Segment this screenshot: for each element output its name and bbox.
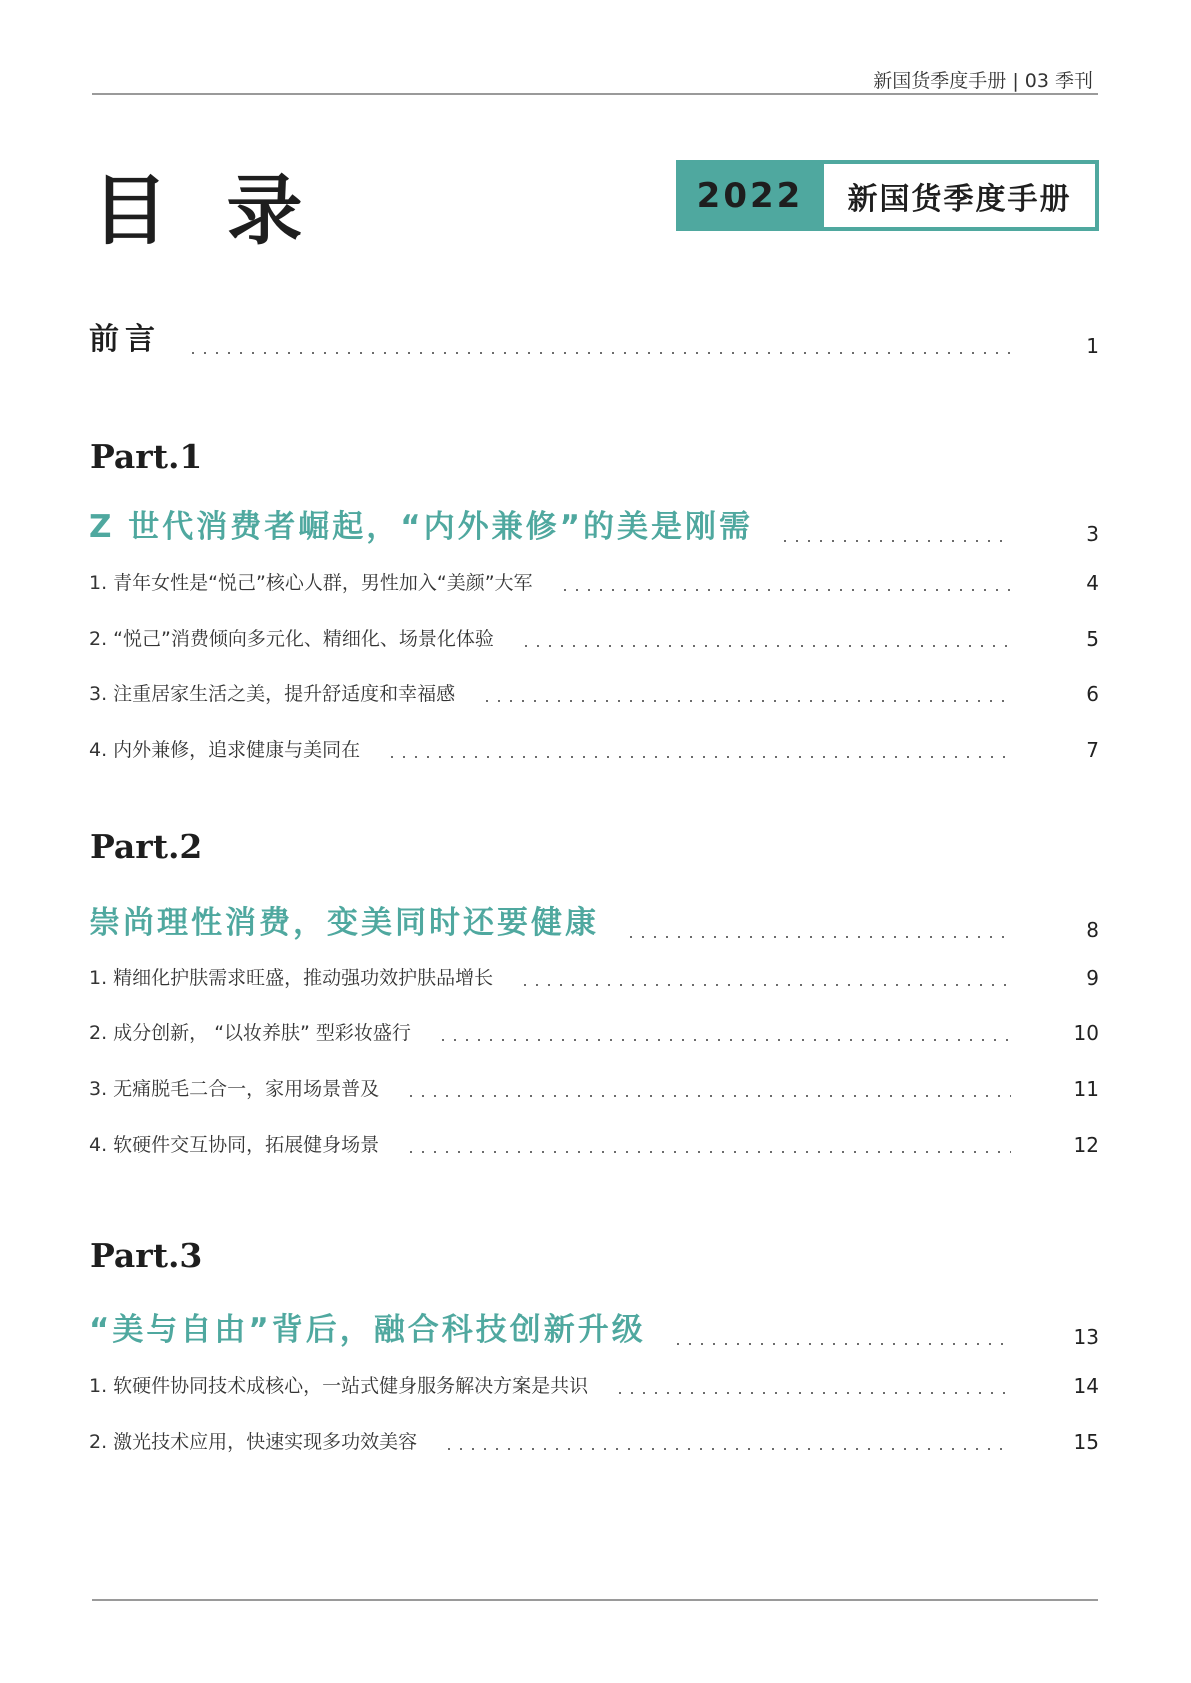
- dot-leader: [779, 540, 1011, 542]
- toc-page-number: 5: [1086, 627, 1099, 651]
- toc-entry-preface[interactable]: [89, 314, 1099, 358]
- toc-item-entry[interactable]: [89, 963, 1099, 990]
- dot-leader: [481, 700, 1011, 702]
- toc-item-label: 1. 软硬件协同技术成核心，一站式健身服务解决方案是共识: [89, 1375, 589, 1397]
- dot-leader: [443, 1448, 1011, 1450]
- toc-item-label: 2. 激光技术应用，快速实现多功效美容: [89, 1431, 418, 1453]
- toc-item-entry[interactable]: [89, 568, 1099, 595]
- toc-item-label: 1. 青年女性是“悦己”核心人群，男性加入“美颜”大军: [89, 572, 533, 594]
- toc-page-number: 8: [1086, 918, 1099, 942]
- toc-item-label: 1. 精细化护肤需求旺盛，推动强功效护肤品增长: [89, 967, 494, 989]
- footer-divider: [92, 1599, 1098, 1601]
- toc-page-number: 1: [1086, 334, 1099, 358]
- dot-leader: [187, 352, 1011, 354]
- dot-leader: [519, 984, 1011, 986]
- toc-item-entry[interactable]: [89, 1371, 1099, 1398]
- toc-page-number: 7: [1086, 738, 1099, 762]
- dot-leader: [520, 645, 1011, 647]
- toc-section-entry[interactable]: [89, 897, 1099, 942]
- badge-year: 2022: [696, 175, 804, 216]
- toc-page-number: 6: [1086, 682, 1099, 706]
- dot-leader: [625, 936, 1011, 938]
- toc-page-number: 11: [1073, 1077, 1099, 1101]
- toc-item-label: 2. 成分创新， “以妆养肤” 型彩妆盛行: [89, 1022, 411, 1044]
- dot-leader: [405, 1095, 1011, 1097]
- toc-entry-label: 前言: [89, 322, 161, 357]
- toc-page-number: 4: [1086, 571, 1099, 595]
- toc-item-entry[interactable]: [89, 1130, 1099, 1157]
- toc-page-number: 14: [1073, 1374, 1099, 1398]
- dot-leader: [405, 1151, 1011, 1153]
- toc-page-number: 12: [1073, 1133, 1099, 1157]
- toc-page-number: 15: [1073, 1430, 1099, 1454]
- toc-section-label: 崇尚理性消费，变美同时还要健康: [89, 905, 599, 941]
- toc-section-label: Z 世代消费者崛起，“内外兼修”的美是刚需: [89, 509, 754, 545]
- toc-title: 目 录: [92, 166, 319, 255]
- part-heading: Part.3: [90, 1236, 203, 1275]
- toc-section-label: “美与自由”背后，融合科技创新升级: [89, 1312, 646, 1348]
- part-heading: Part.2: [90, 827, 203, 866]
- dot-leader: [614, 1392, 1011, 1394]
- toc-item-label: 4. 内外兼修，追求健康与美同在: [89, 739, 361, 761]
- dot-leader: [386, 756, 1011, 758]
- toc-item-entry[interactable]: [89, 679, 1099, 706]
- dot-leader: [437, 1039, 1011, 1041]
- toc-page-number: 10: [1073, 1021, 1099, 1045]
- toc-item-entry[interactable]: [89, 735, 1099, 762]
- toc-item-label: 2. “悦己”消费倾向多元化、精细化、场景化体验: [89, 628, 494, 650]
- toc-item-entry[interactable]: [89, 1427, 1099, 1454]
- toc-item-entry[interactable]: [89, 624, 1099, 651]
- running-header: 新国货季度手册 | 03 季刊: [873, 70, 1093, 92]
- edition-badge: [676, 160, 1099, 231]
- badge-label: 新国货季度手册: [824, 164, 1095, 227]
- toc-item-label: 3. 无痛脱毛二合一，家用场景普及: [89, 1078, 380, 1100]
- toc-page-number: 3: [1086, 522, 1099, 546]
- toc-page-number: 9: [1086, 966, 1099, 990]
- toc-page-number: 13: [1073, 1325, 1099, 1349]
- dot-leader: [559, 589, 1011, 591]
- toc-section-entry[interactable]: [89, 1304, 1099, 1349]
- toc-item-label: 4. 软硬件交互协同，拓展健身场景: [89, 1134, 380, 1156]
- part-heading: Part.1: [90, 437, 203, 476]
- dot-leader: [672, 1343, 1011, 1345]
- toc-section-entry[interactable]: [89, 501, 1099, 546]
- header-divider: [92, 93, 1098, 95]
- toc-item-entry[interactable]: [89, 1074, 1099, 1101]
- toc-item-label: 3. 注重居家生活之美，提升舒适度和幸福感: [89, 683, 456, 705]
- toc-item-entry[interactable]: [89, 1018, 1099, 1045]
